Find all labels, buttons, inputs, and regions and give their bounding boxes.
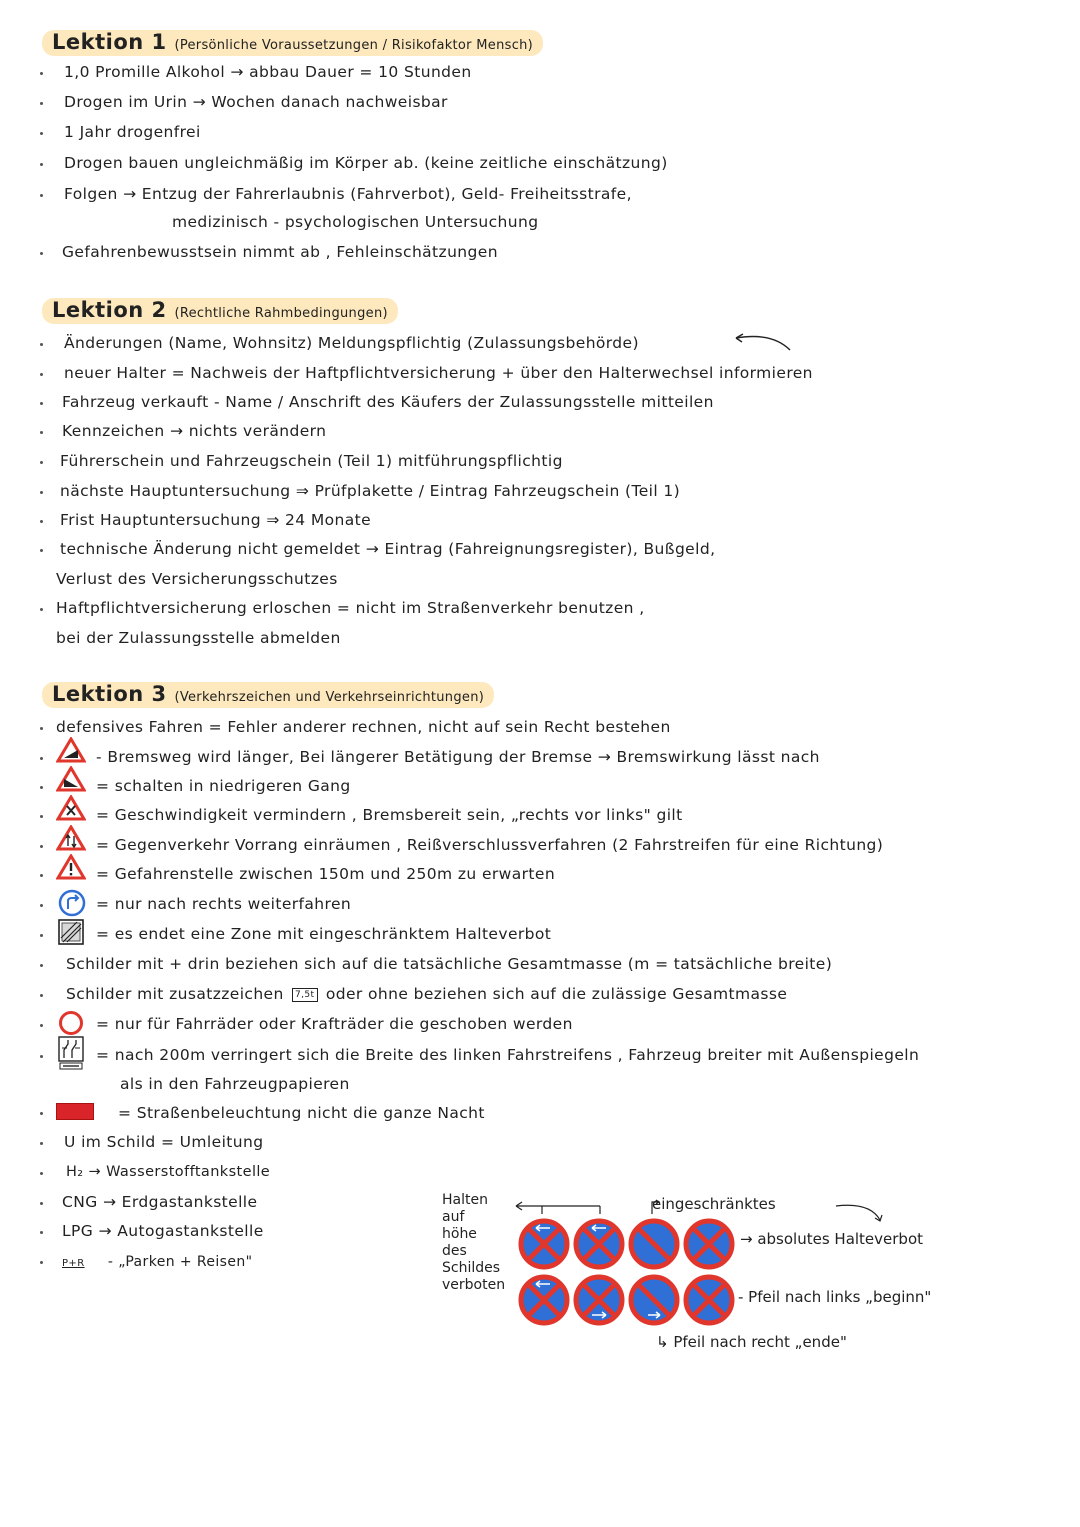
restricted-no-stopping-right-icon: [521, 1277, 567, 1323]
restricted-no-stopping-left-icon: [521, 1221, 567, 1267]
l3-line: - Bremsweg wird länger, Bei längerer Betätigung der Bremse → Bremswirkung lässt nach: [96, 748, 820, 766]
l2-line: Verlust des Versicherungsschutzes: [56, 570, 338, 588]
l1-line: Gefahrenbewusstsein nimmt ab , Fehleinschätzungen: [62, 243, 498, 261]
pfeil-rechts-label: ↳ Pfeil nach recht „ende": [656, 1333, 847, 1351]
l2-line: technische Änderung nicht gemeldet → Eintrag (Fahreignungsregister), Bußgeld,: [60, 540, 716, 558]
l1-line: Folgen → Entzug der Fahrerlaubnis (Fahrverbot), Geld- Freiheitsstrafe,: [64, 185, 632, 203]
crossroads-sign-icon: [56, 795, 86, 821]
absolutes-halteverbot-label: → absolutes Halteverbot: [740, 1230, 924, 1248]
l3-line: Schilder mit + drin beziehen sich auf die tatsächliche Gesamtmasse (m = tatsächliche breite): [66, 955, 833, 973]
l2-line: nächste Hauptuntersuchung ⇒ Prüfplakette / Eintrag Fahrzeugschein (Teil 1): [60, 482, 681, 500]
l2-line: Fahrzeug verkauft - Name / Anschrift des Käufers der Zulassungsstelle mitteilen: [62, 393, 714, 411]
l1-line: Drogen bauen ungleichmäßig im Körper ab. (keine zeitliche einschätzung): [64, 154, 668, 172]
l3-line: = es endet eine Zone mit eingeschränktem Halteverbot: [96, 925, 552, 943]
eingeschraenktes-arrow-icon: [640, 1194, 900, 1228]
l2-line: Führerschein und Fahrzeugschein (Teil 1) mitführungspflichtig: [60, 452, 563, 470]
pr-line: [62, 1251, 252, 1274]
lektion3-subtitle: (Verkehrszeichen und Verkehrseinrichtungen): [174, 690, 485, 705]
l3-line: als in den Fahrzeugpapieren: [120, 1075, 350, 1093]
l2-line: bei der Zulassungsstelle abmelden: [56, 629, 341, 647]
zusatz-sign-icon: 7,5t: [292, 988, 317, 1002]
lektion2-subtitle: (Rechtliche Rahmbedingungen): [174, 306, 388, 321]
zone-end-sign-icon: [58, 919, 84, 945]
eingeschraenktes-label: eingeschränktes: [652, 1195, 776, 1213]
prohibition-circle-sign-icon: [58, 1010, 84, 1036]
lektion1-subtitle: (Persönliche Voraussetzungen / Risikofaktor Mensch): [174, 38, 534, 53]
l3-line: = nach 200m verringert sich die Breite des linken Fahrstreifens , Fahrzeug breiter mit Außenspiegeln: [96, 1046, 920, 1064]
lektion1-title: Lektion 1 (Persönliche Voraussetzungen / Risikofaktor Mensch): [42, 30, 543, 56]
l3-line: = Geschwindigkeit vermindern , Bremsbereit sein, „rechts vor links" gilt: [96, 806, 683, 824]
steep-ascent-sign-icon: [56, 766, 86, 792]
l1-line: medizinisch - psychologischen Untersuchung: [172, 213, 539, 231]
schilder-zusatz-rest: oder ohne beziehen sich auf die zulässige Gesamtmasse: [325, 985, 788, 1003]
l3-line-zusatz: [66, 984, 787, 1004]
l3-line: = nur für Fahrräder oder Krafträder die geschoben werden: [96, 1015, 573, 1033]
absolute-no-stopping-begin-icon: [686, 1277, 732, 1323]
l2-line: Frist Hauptuntersuchung ⇒ 24 Monate: [60, 511, 372, 529]
turn-right-only-sign-icon: [58, 889, 86, 917]
l3-line: defensives Fahren = Fehler anderer rechnen, nicht auf sein Recht bestehen: [56, 718, 671, 736]
lektion3-title: Lektion 3 (Verkehrszeichen und Verkehrseinrichtungen): [42, 682, 494, 708]
danger-sign-icon: [56, 854, 86, 880]
steep-descent-sign-icon: [56, 737, 86, 763]
l3-line: = Gegenverkehr Vorrang einräumen , Reißverschlussverfahren (2 Fahrstreifen für eine Richtung): [96, 836, 884, 854]
street-light-sign-icon: [56, 1103, 94, 1120]
l2-line: Kennzeichen → nichts verändern: [62, 422, 327, 440]
l3-line: = schalten in niedrigeren Gang: [96, 777, 351, 795]
l3-line: CNG → Erdgastankstelle: [62, 1193, 258, 1211]
pfeil-links-label: - Pfeil nach links „beginn": [738, 1288, 932, 1306]
lektion2-title: Lektion 2 (Rechtliche Rahmbedingungen): [42, 298, 398, 324]
pr-sign-label: P+R: [62, 1258, 85, 1269]
l3-line: = nur nach rechts weiterfahren: [96, 895, 352, 913]
schilder-zusatz-prefix: Schilder mit zusatzzeichen: [66, 985, 284, 1003]
l3-line: = Straßenbeleuchtung nicht die ganze Nacht: [118, 1104, 485, 1122]
l3-line: U im Schild = Umleitung: [64, 1133, 264, 1151]
oncoming-traffic-sign-icon: [56, 825, 86, 851]
l3-line: LPG → Autogastankstelle: [62, 1222, 264, 1240]
lane-narrowing-sign-icon: [58, 1036, 84, 1070]
l2-line: Änderungen (Name, Wohnsitz) Meldungspflichtig (Zulassungsbehörde): [64, 334, 639, 352]
l2-line: Haftpflichtversicherung erloschen = nicht im Straßenverkehr benutzen ,: [56, 599, 645, 617]
l1-line: 1 Jahr drogenfrei: [64, 123, 201, 141]
l1-line: 1,0 Promille Alkohol → abbau Dauer = 10 Stunden: [64, 63, 472, 81]
absolute-no-stopping-end-icon: [631, 1277, 677, 1323]
restricted-no-stopping-end-icon: [576, 1277, 622, 1323]
l1-line: Drogen im Urin → Wochen danach nachweisbar: [64, 93, 448, 111]
curved-arrow-icon: [732, 330, 794, 356]
l3-line: = Gefahrenstelle zwischen 150m und 250m zu erwarten: [96, 865, 556, 883]
l2-line: neuer Halter = Nachweis der Haftpflichtversicherung + über den Halterwechsel informieren: [64, 364, 813, 382]
restricted-no-stopping-both-icon: [576, 1221, 622, 1267]
pr-sign-text: - „Parken + Reisen": [107, 1254, 253, 1270]
l3-line: H₂ → Wasserstofftankstelle: [66, 1164, 271, 1180]
halten-label: Halten auf höhe des Schildes verboten: [442, 1192, 506, 1293]
